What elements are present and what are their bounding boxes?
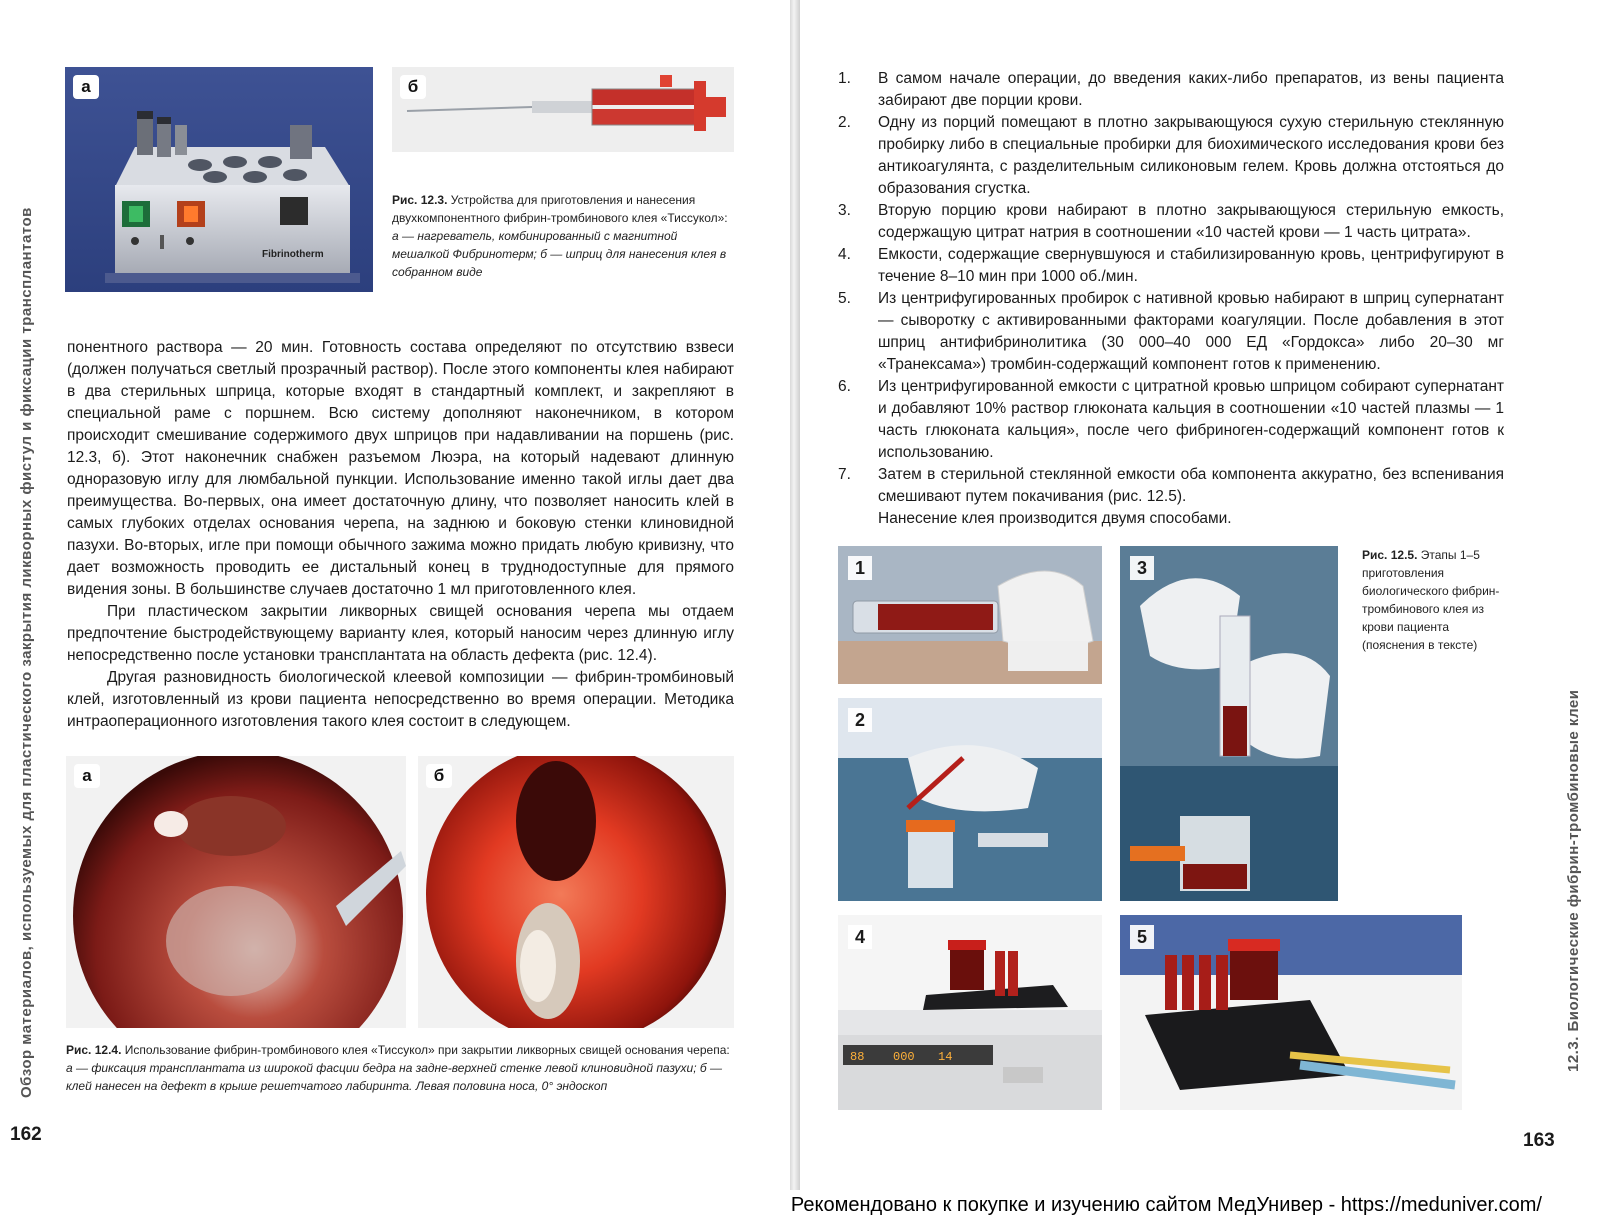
left-running-title: Обзор материалов, используемых для пластического закрытия ликворных фистул и фиксации трансплантатов	[18, 207, 35, 1098]
fig-12-5-photo-2	[838, 698, 1102, 901]
step-text: Из центрифугированной емкости с цитратной кровью шприцом собирают супернатант и добавляют 10% раствор глюконата кальция в соотношении «10 частей плазмы — 1 часть глюконата кальция», после чего фибриноген-содержащий компонент готов к использованию.	[878, 378, 1504, 461]
left-page-number: 162	[10, 1124, 42, 1145]
fig-12-4-caption	[66, 1041, 734, 1095]
centrifuge-rack-illustration	[838, 915, 1102, 1110]
centrifuge-display-2: 000	[893, 1050, 915, 1064]
fig-12-4-a-photo	[66, 756, 406, 1028]
paragraph-2: При пластическом закрытии ликворных свищей основания черепа мы отдаем предпочтение быстродействующему варианту клея, который наносим через длинную иглу непосредственно после установки трансплантата на область дефекта (рис. 12.4).	[67, 603, 734, 664]
fig-12-4-caption-title: Рис. 12.4.	[66, 1043, 122, 1057]
procedure-steps	[838, 68, 1504, 530]
fig-12-5-photo-4	[838, 915, 1102, 1110]
fig-12-5-photo-1	[838, 546, 1102, 684]
right-running-title: 12.3. Биологические фибрин-тромбиновые клеи	[1565, 689, 1582, 1072]
fig-12-5-label-1: 1	[848, 556, 872, 580]
fig-12-3-a-photo	[65, 67, 373, 292]
fig-12-5-label-2: 2	[848, 708, 872, 732]
step-text: Емкости, содержащие свернувшуюся и стабилизированную кровь, центрифугируют в течение 8–10 мин при 1000 об./мин.	[878, 246, 1504, 285]
centrifuge-display-3: 14	[938, 1050, 953, 1064]
mixing-illustration	[1120, 546, 1338, 901]
final-components-illustration	[1120, 915, 1462, 1110]
step-number: 5.	[838, 290, 851, 307]
fig-12-3-caption-detail: а — нагреватель, комбинированный с магнитной мешалкой Фибринотерм; б — шприц для нанесения клея в собранном виде	[392, 229, 727, 279]
footer-text: Рекомендовано к покупке и изучению сайтом МедУнивер - https://meduniver.com/	[790, 1194, 1542, 1216]
left-body-text	[67, 337, 734, 733]
step-item	[838, 112, 1504, 200]
fig-12-5-caption-text: Этапы 1–5 приготовления биологического фибрин-тромбинового клея из крови пациента (пояснения в тексте)	[1362, 548, 1500, 652]
fig-12-3-b-photo	[392, 67, 734, 152]
step-number: 2.	[838, 114, 851, 131]
step-item	[838, 68, 1504, 112]
step-text: В самом начале операции, до введения каких-либо препаратов, из вены пациента забирают две порции крови.	[878, 70, 1504, 109]
fig-12-3-caption-title: Рис. 12.3.	[392, 193, 448, 207]
paragraph-1: понентного раствора — 20 мин. Готовность состава определяют по отсутствию взвеси (должен получаться светлый прозрачный раствор). После этого компоненты клея набирают в два стерильных шприца, которые входят в стандартный комплект, и закрепляют в специальной раме с поршнем. Всю систему дополняют наконечником, в котором происходит смешивание содержимого двух шприцов при надавливании на поршень (рис. 12.3, б). Этот наконечник снабжен разъемом Люэра, на который надевают длинную одноразовую иглу для люмбальной пункции. Использование именно такой иглы дает два преимущества. Во-первых, она имеет достаточную длину, что позволяет наносить клей в самых глубоких отделах основания черепа, на заднюю и боковую стенки клиновидной пазухи. Во-вторых, игле при помощи обычного зажима можно придать любую кривизну, что дает возможность проводить ее дистальный конец в труднодоступные для прямого видения зоны. В большинстве случаев достаточно 1 мл приготовленного клея.	[67, 339, 734, 598]
device-brand-label: Fibrinotherm	[262, 249, 324, 260]
fig-12-5-caption-title: Рис. 12.5.	[1362, 548, 1418, 562]
step-text: Вторую порцию крови набирают в плотно закрывающуюся стерильную емкость, содержащую цитрат натрия в соотношении «10 частей крови — 1 часть цитрата».	[878, 202, 1504, 241]
closing-line	[838, 508, 1504, 530]
fig-12-5-caption	[1362, 546, 1502, 654]
step-item	[838, 200, 1504, 244]
fig-12-3-caption	[392, 191, 734, 281]
step-text: Из центрифугированных пробирок с нативной кровью набирают в шприц супернатант — сыворотку с активированными факторами коагуляции. После добавления в этот шприц антифибринолитика (30 000–40 000 ЕД «Гордокса» либо 20–30 мг «Транексама») тромбин-содержащий компонент готов к применению.	[878, 290, 1504, 373]
fig-12-5-photo-5	[1120, 915, 1462, 1110]
fig-12-4-caption-text: Использование фибрин-тромбинового клея «Тиссукол» при закрытии ликворных свищей основания черепа:	[124, 1043, 730, 1057]
blood-draw-illustration	[838, 546, 1102, 684]
fig-12-4-a-label: а	[74, 764, 100, 788]
fibrinotherm-device-illustration	[65, 67, 373, 292]
book-gutter	[790, 0, 800, 1190]
fig-12-4-caption-detail: а — фиксация трансплантата из широкой фасции бедра на задне-верхней стенке левой клиновидной пазухи; б — клей нанесен на дефект в крыше решетчатого лабиринта. Левая половина носа, 0° эндоскоп	[66, 1061, 722, 1093]
step-text: Одну из порций помещают в плотно закрывающуюся сухую стерильную стеклянную пробирку либо в специальные пробирки для биохимического исследования крови без антикоагулянта, с разделительным силиконовым гелем. Кровь должна отстояться до образования сгустка.	[878, 114, 1504, 197]
step-number: 6.	[838, 378, 851, 395]
fig-12-4-b-label: б	[426, 764, 452, 788]
fig-12-3-b-label: б	[400, 75, 426, 99]
recommendation-footer	[0, 1190, 1600, 1222]
serum-collection-illustration	[838, 698, 1102, 901]
fig-12-5-label-5: 5	[1130, 925, 1154, 949]
syringe-illustration	[392, 67, 734, 152]
step-number: 1.	[838, 70, 851, 87]
endoscopic-view-a-illustration	[66, 756, 406, 1028]
step-item	[838, 376, 1504, 464]
step-number: 7.	[838, 466, 851, 483]
step-number: 3.	[838, 202, 851, 219]
fig-12-5-label-3: 3	[1130, 556, 1154, 580]
fig-12-3-caption-text: Устройства для приготовления и нанесения двухкомпонентного фибрин-тромбинового клея «Тиссукол»:	[392, 193, 728, 225]
centrifuge-display-1: 88	[850, 1050, 865, 1064]
step-number: 4.	[838, 246, 851, 263]
step-item	[838, 464, 1504, 508]
right-page-number: 163	[1523, 1130, 1555, 1151]
paragraph-3: Другая разновидность биологической клеевой композиции — фибрин-тромбиновый клей, изготовленный из крови пациента непосредственно во время операции. Методика интраоперационного изготовления такого клея состоит в следующем.	[67, 669, 734, 730]
step-item	[838, 244, 1504, 288]
fig-12-5-label-4: 4	[848, 925, 872, 949]
fig-12-5-photo-3	[1120, 546, 1338, 901]
step-item	[838, 288, 1504, 376]
step-text: Затем в стерильной стеклянной емкости оба компонента аккуратно, без вспенивания смешивают путем покачивания (рис. 12.5).	[878, 466, 1504, 505]
endoscopic-view-b-illustration	[418, 756, 734, 1028]
closing-line-text: Нанесение клея производится двумя способами.	[878, 510, 1232, 527]
fig-12-3-a-label: а	[73, 75, 99, 99]
fig-12-4-b-photo	[418, 756, 734, 1028]
